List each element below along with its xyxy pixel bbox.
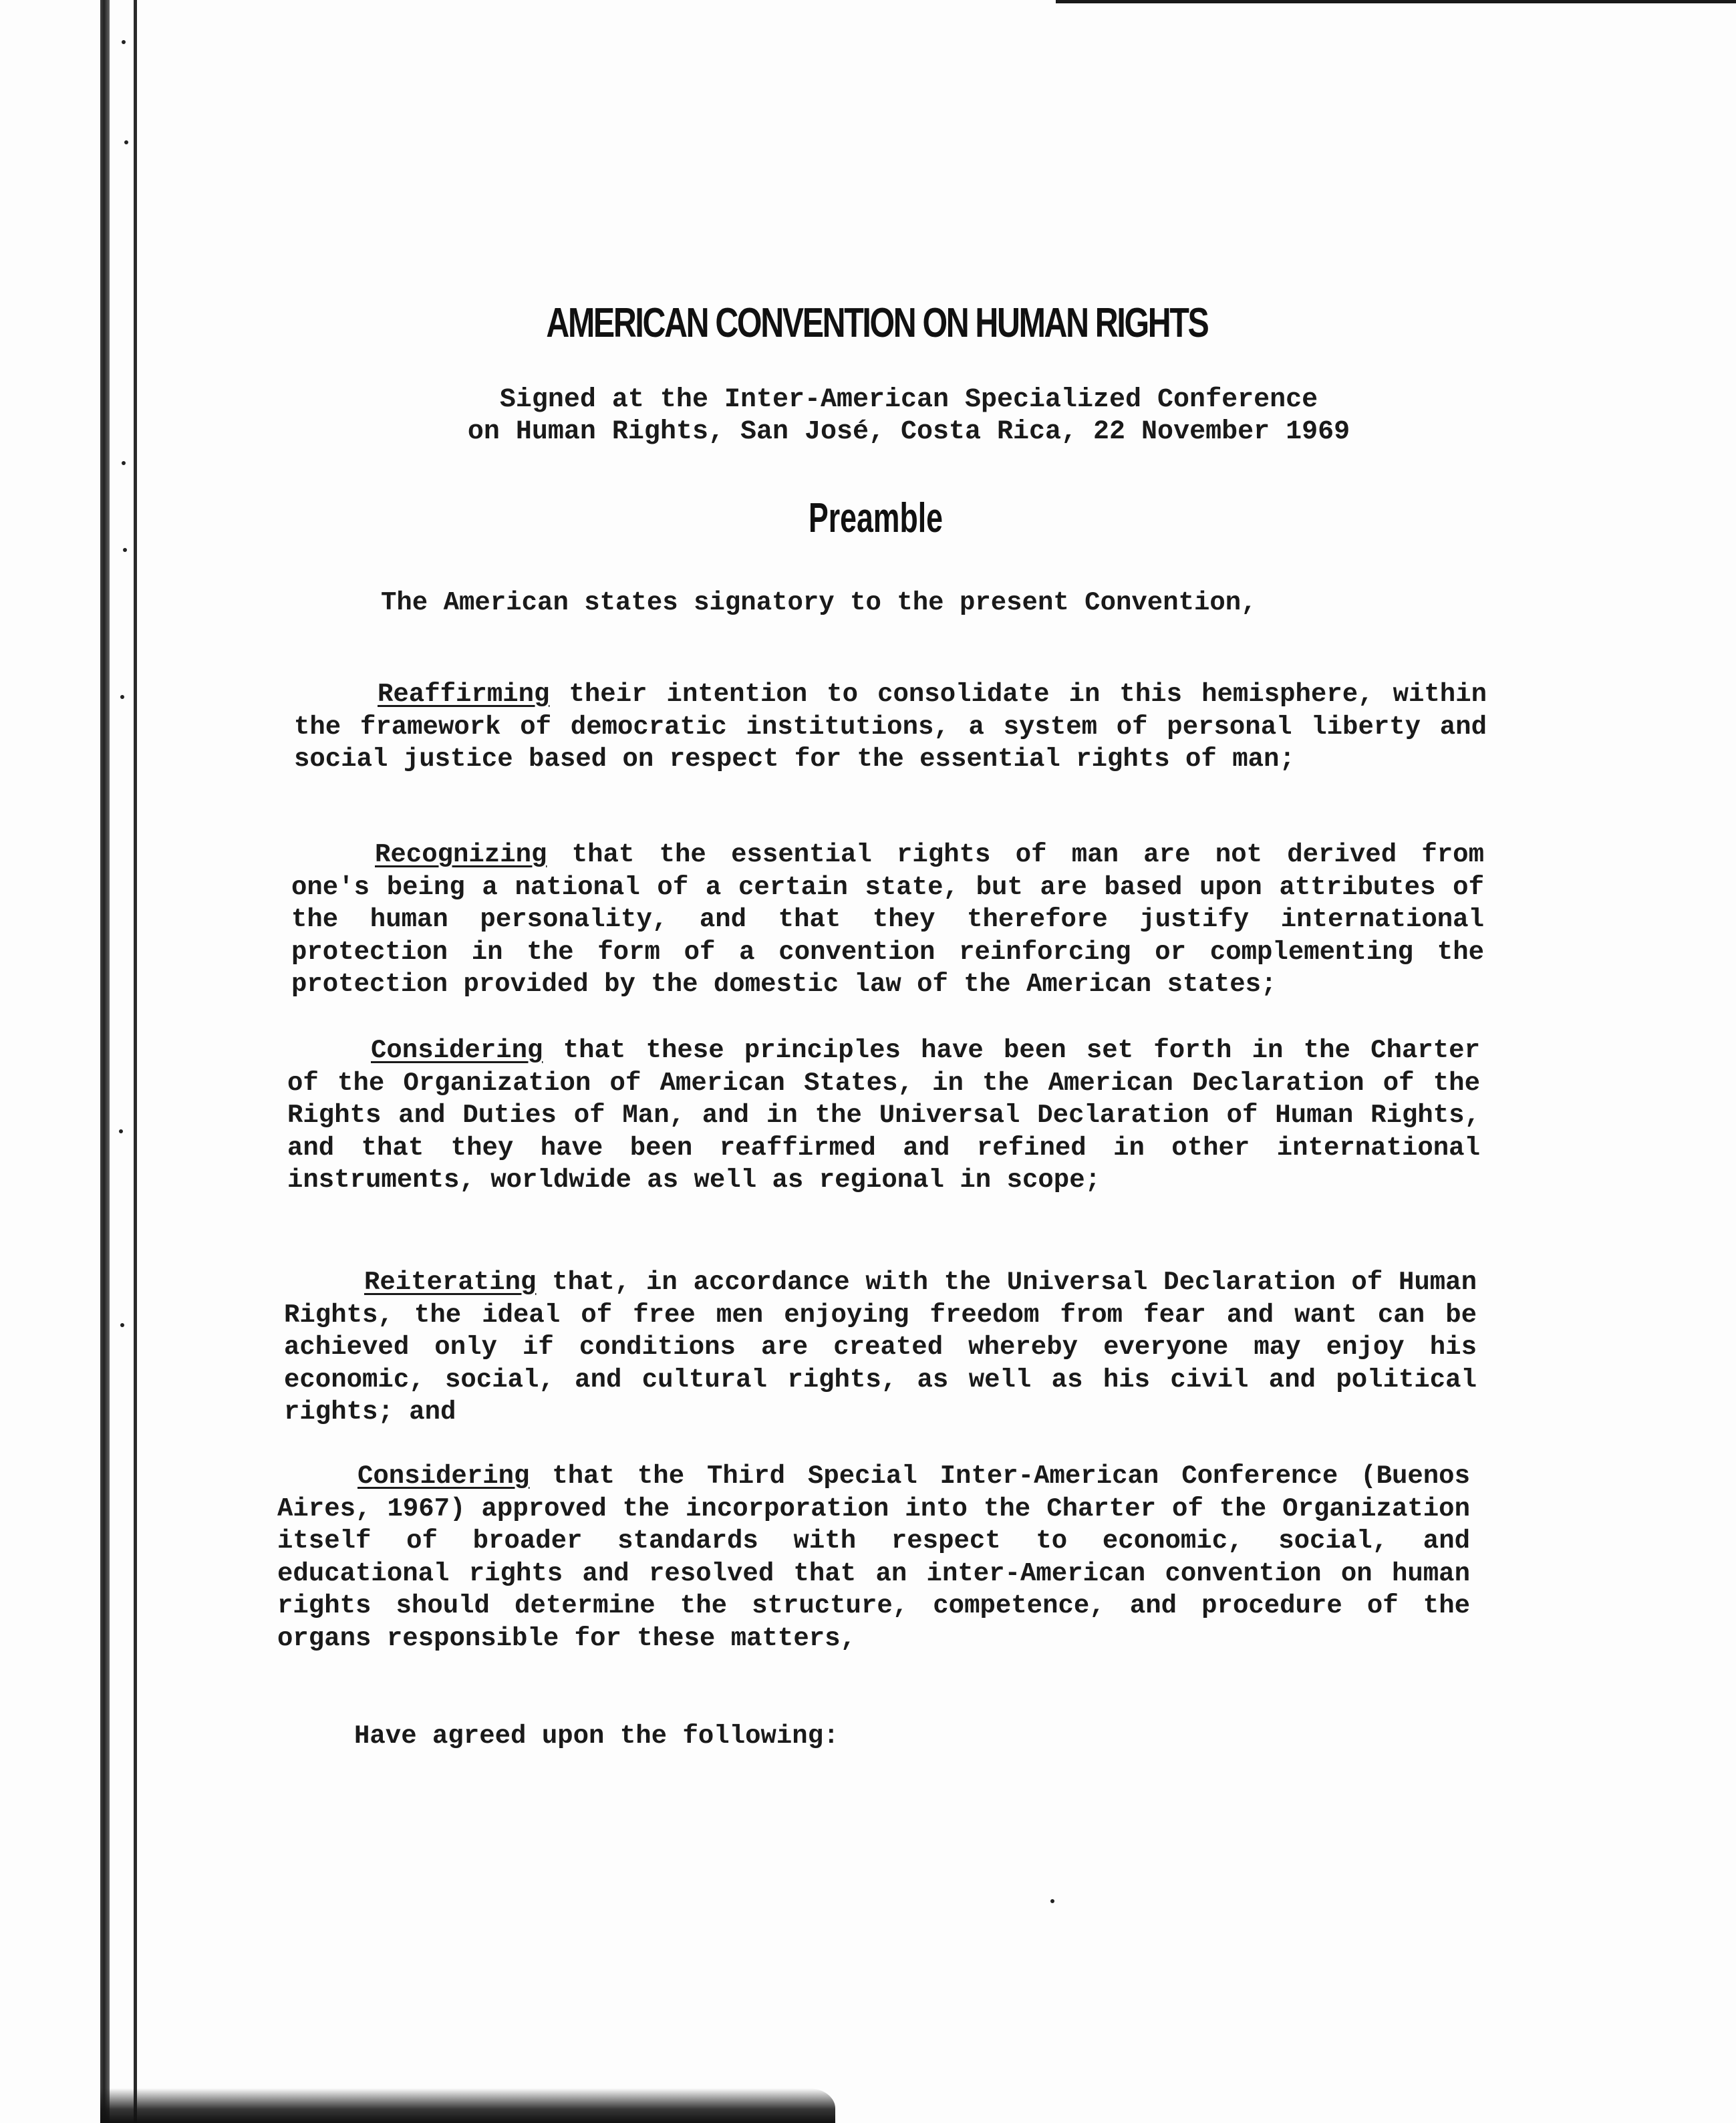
- binding-rule: [134, 0, 137, 2123]
- scan-speck: [120, 1323, 124, 1327]
- top-edge-rule: [1056, 0, 1736, 3]
- paragraph-lead: Considering: [371, 1036, 543, 1065]
- binding-shadow: [100, 0, 110, 2123]
- preamble-paragraph: [287, 1034, 1480, 1197]
- scan-speck: [122, 40, 126, 44]
- preamble-paragraph: [284, 1266, 1477, 1429]
- paragraph-text: their intention to consolidate in this hemisphere, within the framework of democratic institutions, a system of personal liberty and social justice based on respect for the essential rights of man;: [294, 680, 1487, 774]
- scan-speck: [120, 695, 124, 699]
- document-title: AMERICAN CONVENTION ON HUMAN RIGHTS: [546, 300, 1208, 346]
- scan-speck: [1050, 1899, 1054, 1903]
- subtitle-line: Signed at the Inter-American Specialized Conference: [499, 385, 1318, 415]
- preamble-heading: Preamble: [808, 495, 943, 541]
- intro-sentence: The American states signatory to the present Convention,: [381, 588, 1257, 617]
- paragraph-lead: Recognizing: [375, 840, 547, 869]
- paragraph-text: that the essential rights of man are not derived from one's being a national of a certain state, but are based upon attributes of the human personality, and that they therefore justify international protection in the form of a convention reinforcing or complementing the protection provided by the domestic law of the American states;: [291, 840, 1484, 999]
- preamble-paragraph: [291, 839, 1484, 1001]
- paragraph-lead: Reiterating: [364, 1268, 537, 1297]
- paragraph-lead: Considering: [357, 1461, 530, 1491]
- paragraph-text: that these principles have been set forth in the Charter of the Organization of American States, in the American Declaration of the Rights and Duties of Man, and in the Universal Declaration of Human Rights, and that they have been reaffirmed and refined in other international instruments, worldwide as well as regional in scope;: [287, 1036, 1480, 1195]
- scan-speck: [119, 1129, 123, 1133]
- scan-speck: [124, 140, 128, 144]
- closing-line: Have agreed upon the following:: [354, 1721, 839, 1751]
- paragraph-lead: Reaffirming: [378, 680, 550, 709]
- scan-speck: [123, 548, 127, 552]
- paragraph-text: that, in accordance with the Universal Declaration of Human Rights, the ideal of free men enjoying freedom from fear and want can be achieved only if conditions are created whereby everyone may enjoy his economic, social, and cultural rights, as well as his civil and political rights; and: [284, 1268, 1477, 1427]
- bottom-scan-shadow: [100, 2088, 835, 2123]
- scan-speck: [122, 461, 126, 465]
- paragraph-text: that the Third Special Inter-American Conference (Buenos Aires, 1967) approved the incorporation into the Charter of the Organization itself of broader standards with respect to economic, social, and educational rights and resolved that an inter-American convention on human rights should determine the structure, competence, and procedure of the organs responsible for these matters,: [277, 1461, 1470, 1653]
- preamble-paragraph: [277, 1460, 1470, 1655]
- preamble-paragraph: [294, 678, 1487, 776]
- document-subtitle: [428, 384, 1390, 448]
- subtitle-line: on Human Rights, San José, Costa Rica, 22 November 1969: [467, 417, 1350, 447]
